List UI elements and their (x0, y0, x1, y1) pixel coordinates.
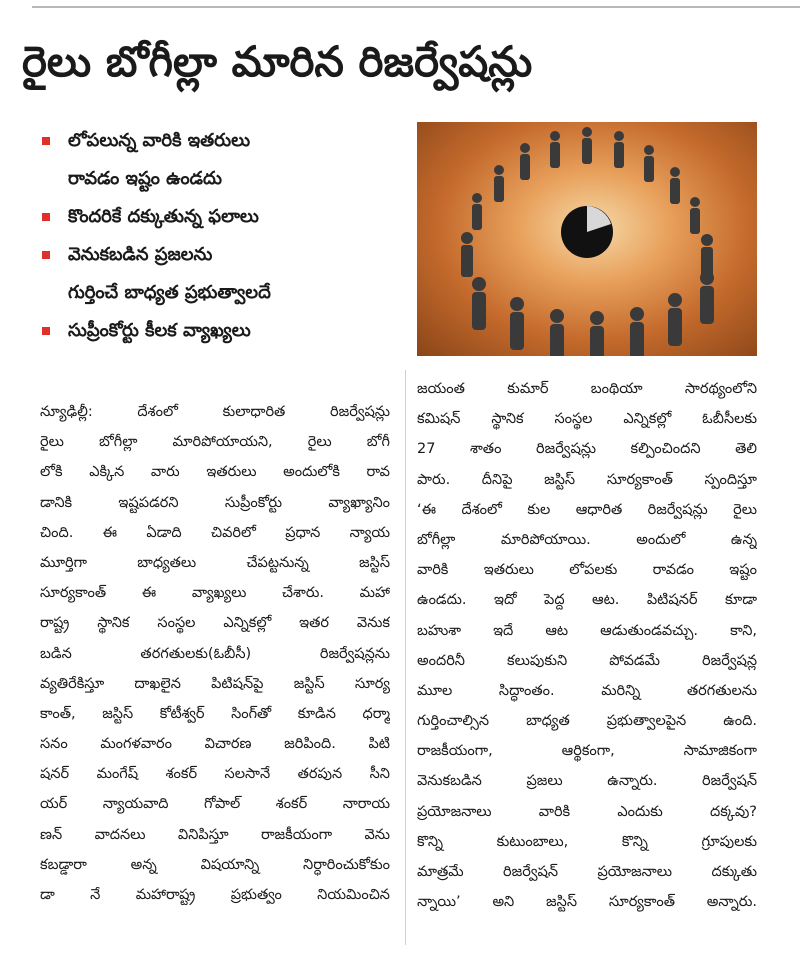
body-line: మూర్తిగా బాధ్యతలు చేపట్టనున్న జస్టిస్ (40, 554, 390, 571)
body-line: డానికి ఇష్టపడరని సుప్రీంకోర్టు వ్యాఖ్యానిం (40, 494, 390, 511)
highlight-line: లోపలున్న వారికి ఇతరులు (68, 130, 251, 151)
body-line: ప్రయోజనాలు వారికి ఎందుకు దక్కవు? (417, 803, 757, 820)
highlight-line: రావడం ఇష్టం ఉండదు (68, 168, 222, 189)
body-line: మాత్రమే రిజర్వేషన్ ప్రయోజనాలు దక్కుతు (417, 864, 757, 880)
body-line: న్నాయి’ అని జస్టిస్ సూర్యకాంత్ అన్నారు. (417, 894, 757, 911)
highlights-list (42, 122, 402, 350)
body-line: 27 శాతం రిజర్వేషన్లు కల్పించిందని తెలి (417, 441, 757, 458)
body-line: వారికి ఇతరులు లోపలకు రావడం ఇష్టం (417, 562, 757, 579)
body-line: చింది. ఈ ఏడాది చివరిలో ప్రధాన న్యాయ (40, 524, 390, 541)
body-line: రాజకీయంగా, ఆర్థికంగా, సామాజికంగా (417, 743, 757, 760)
body-line: లోకి ఎక్కిన వారు ఇతరులు అందులోకి రావ (40, 464, 390, 481)
body-line: ఉండదు. ఇదో పెద్ద ఆట. పిటిషనర్ కూడా (417, 592, 757, 609)
body-line: కాంత్, జస్టిస్ కోటీశ్వర్ సింగ్‌తో కూడిన ధర్మా (40, 705, 390, 722)
body-line: కబడ్డారా అన్న విషయాన్ని నిర్ధారించుకోకుం (40, 856, 390, 873)
highlight-line: కొందరికే దక్కుతున్న ఫలాలు (68, 206, 259, 227)
body-line: బోగీల్లా మారిపోయాయి. అందులో ఉన్న (417, 531, 757, 548)
highlight-item (42, 198, 402, 236)
highlight-item (42, 122, 402, 198)
article-photo (417, 122, 757, 356)
highlight-line: సుప్రీంకోర్టు కీలక వ్యాఖ్యలు (68, 320, 251, 341)
column-divider (405, 370, 406, 945)
bullet-square-icon (42, 137, 50, 145)
body-line: వెనుకబడిన ప్రజలు ఉన్నారు. రిజర్వేషన్ (417, 773, 757, 790)
bullet-square-icon (42, 213, 50, 221)
body-line: రాష్ట్ర స్థానిక సంస్థల ఎన్నికల్లో ఇతర వెనుక (40, 615, 390, 632)
body-line: ణన్ వాదనలు వినిపిస్తూ రాజకీయంగా వెను (40, 826, 390, 843)
body-line: వ్యతిరేకిస్తూ దాఖలైన పిటిషన్‌పై జస్టిస్ సూర్య (40, 675, 390, 692)
bullet-square-icon (42, 251, 50, 259)
body-line: కమిషన్ స్థానిక సంస్థల ఎన్నికల్లో ఓబీసీలకు (417, 411, 757, 428)
highlight-line: గుర్తించే బాధ్యత ప్రభుత్వాలదే (68, 282, 271, 303)
body-line: బడిన తరగతులకు(ఓబీసీ) రిజర్వేషన్లను (40, 645, 390, 662)
highlight-item (42, 312, 402, 350)
bullet-square-icon (42, 327, 50, 335)
article-body-left (40, 397, 390, 910)
body-line: కొన్ని కుటుంబాలు, కొన్ని గ్రూపులకు (417, 833, 757, 850)
body-line: డా నే మహారాష్ట్ర ప్రభుత్వం నియమించిన (40, 887, 390, 903)
article-body-right (417, 374, 757, 917)
body-line: బహుశా ఇదే ఆట ఆడుతుండవచ్చు. కాని, (417, 622, 757, 639)
body-line: మూల సిద్ధాంతం. మరిన్ని తరగతులను (417, 682, 757, 699)
body-line: న్యూఢిల్లీ: దేశంలో కులాధారిత రిజర్వేషన్లు (40, 404, 390, 420)
crowd-pie-illustration (417, 122, 757, 356)
highlight-line: వెనుకబడిన ప్రజలను (68, 244, 213, 265)
body-line: రైలు బోగీల్లా మారిపోయాయని, రైలు బోగీ (40, 434, 390, 451)
body-line: సూర్యకాంత్ ఈ వ్యాఖ్యలు చేశారు. మహా (40, 585, 390, 602)
body-line: పారు. దీనిపై జస్టిస్ సూర్యకాంత్ స్పందిస్తూ (417, 471, 757, 488)
headline: రైలు బోగీల్లా మారిన రిజర్వేషన్లు (22, 37, 533, 86)
highlight-item (42, 236, 402, 312)
body-line: జయంత కుమార్ బంథియా సారథ్యంలోని (417, 381, 757, 397)
body-line: గుర్తించాల్సిన బాధ్యత ప్రభుత్వాలపైన ఉంది. (417, 713, 757, 730)
body-line: షనర్ మంగేష్ శంకర్ సలసానే తరపున సీని (40, 766, 390, 783)
pie-chart-icon (561, 206, 613, 258)
body-line: యర్ న్యాయవాది గోపాల్ శంకర్ నారాయ (40, 796, 390, 813)
top-rule (32, 6, 800, 8)
body-line: సనం మంగళవారం విచారణ జరిపింది. పిటి (40, 736, 390, 753)
body-line: అందరినీ కలుపుకుని పోవడమే రిజర్వేషన్ల (417, 652, 757, 669)
body-line: ‘ఈ దేశంలో కుల ఆధారిత రిజర్వేషన్లు రైలు (417, 501, 757, 518)
